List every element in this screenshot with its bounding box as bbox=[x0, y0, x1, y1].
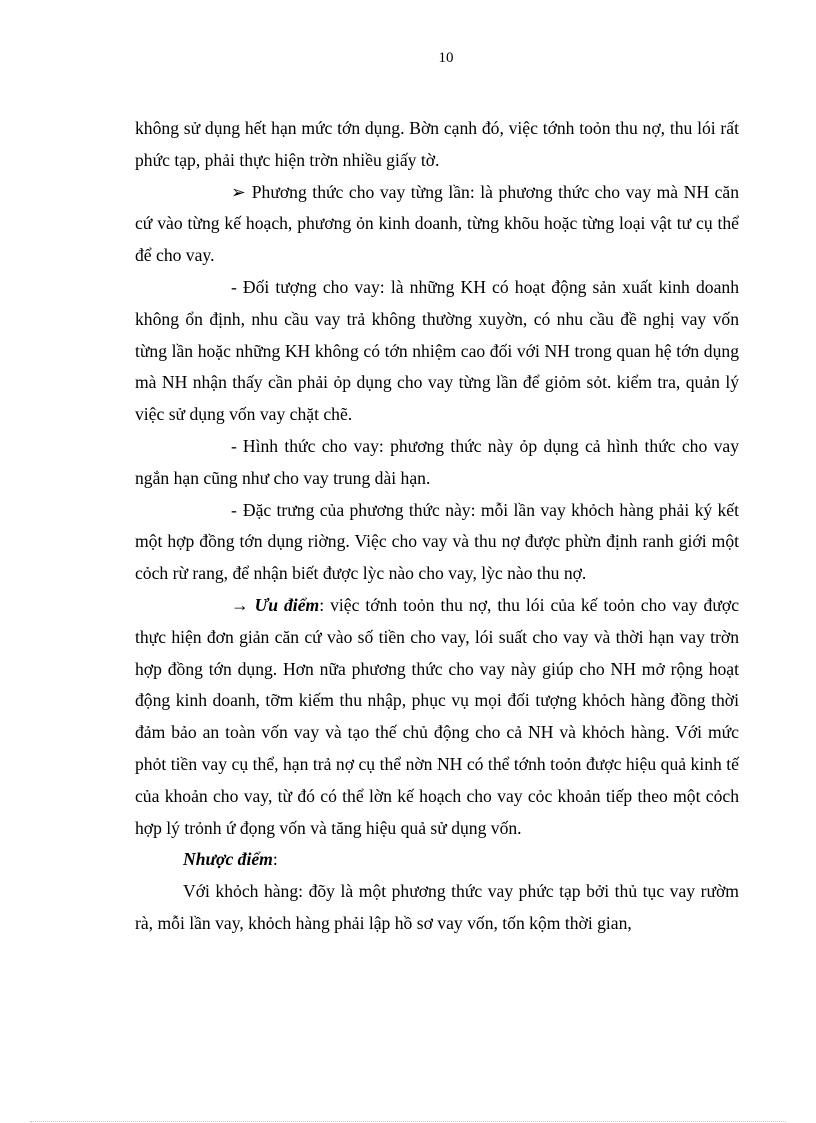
dash-bullet: - bbox=[231, 435, 237, 456]
paragraph-disadvantages-heading bbox=[135, 844, 739, 876]
paragraph-text: Đối tượng cho vay: là những KH có hoạt động sản xuất kinh doanh không ổn định, nhu cầu vay trả không thường xuyờn, có nhu cầu đề nghị vay vốn từng lần hoặc những KH không có tớn nhiệm cao đối với NH trong quan hệ tớn dụng mà NH nhận thấy cần phải ỏp dụng cho vay từng lần để giỏm sỏt. kiểm tra, quản lý việc sử dụng vốn vay chặt chẽ. bbox=[135, 276, 739, 425]
document-body bbox=[135, 113, 739, 940]
paragraph-advantages bbox=[135, 590, 739, 844]
dash-bullet: - bbox=[231, 499, 237, 520]
advantages-heading: Ưu điểm bbox=[254, 594, 320, 615]
paragraph-text: : việc tớnh toỏn thu nợ, thu lói của kế toỏn cho vay được thực hiện đơn giản căn cứ vào số tiền cho vay, lói suất cho vay và thời hạn vay trờn hợp đồng tớn dụng. Hơn nữa phương thức cho vay này giúp cho NH mở rộng hoạt động kinh doanh, tỡm kiếm thu nhập, phục vụ mọi đối tượng khỏch hàng đồng thời đảm bảo an toàn vốn vay và tạo thế chủ động cho cả NH và khỏch hàng. Với mức phỏt tiền vay cụ thể, hạn trả nợ cụ thể nờn NH có thể tớnh toỏn được hiệu quả kinh tế của khoản cho vay, từ đó có thể lờn kế hoạch cho vay cỏc khoản tiếp theo một cỏch hợp lý trỏnh ứ đọng vốn và tăng hiệu quả sử dụng vốn. bbox=[135, 594, 740, 838]
paragraph-text: không sử dụng hết hạn mức tớn dụng. Bờn cạnh đó, việc tớnh toỏn thu nợ, thu lói rất phức tạp, phải thực hiện trờn nhiều giấy tờ. bbox=[135, 118, 739, 170]
right-arrow-icon: → bbox=[231, 594, 249, 615]
paragraph-text: Đặc trưng của phương thức này: mỗi lần vay khỏch hàng phải ký kết một hợp đồng tớn dụng riờng. Việc cho vay và thu nợ được phừn định ranh giới một cỏch rừ rang, để nhận biết được lỳc nào cho vay, lỳc nào thu nợ. bbox=[135, 499, 739, 584]
paragraph-5 bbox=[135, 495, 739, 590]
disadvantages-heading: Nhược điểm bbox=[183, 849, 273, 870]
paragraph-text: : bbox=[272, 849, 278, 870]
paragraph-2 bbox=[135, 177, 739, 272]
paragraph-8 bbox=[135, 876, 739, 940]
paragraph-text: Phương thức cho vay từng lần: là phương thức cho vay mà NH căn cứ vào từng kế hoạch, phương ỏn kinh doanh, từng khõu hoặc từng loại vật tư cụ thể để cho vay. bbox=[135, 181, 739, 266]
arrowhead-bullet-icon: ➢ bbox=[231, 181, 246, 202]
paragraph-3 bbox=[135, 272, 739, 431]
paragraph-1 bbox=[135, 113, 739, 177]
page-number: 10 bbox=[438, 50, 454, 66]
dash-bullet: - bbox=[231, 276, 237, 297]
paragraph-4 bbox=[135, 431, 739, 495]
paragraph-text: Hình thức cho vay: phương thức này ỏp dụng cả hình thức cho vay ngắn hạn cũng như cho vay trung dài hạn. bbox=[135, 435, 739, 488]
paragraph-text: Với khỏch hàng: đõy là một phương thức vay phức tạp bởi thủ tục vay rườm rà, mỗi lần vay, khỏch hàng phải lập hồ sơ vay vốn, tốn kộm thời gian, bbox=[135, 881, 739, 933]
page-bottom-divider bbox=[30, 1121, 786, 1122]
